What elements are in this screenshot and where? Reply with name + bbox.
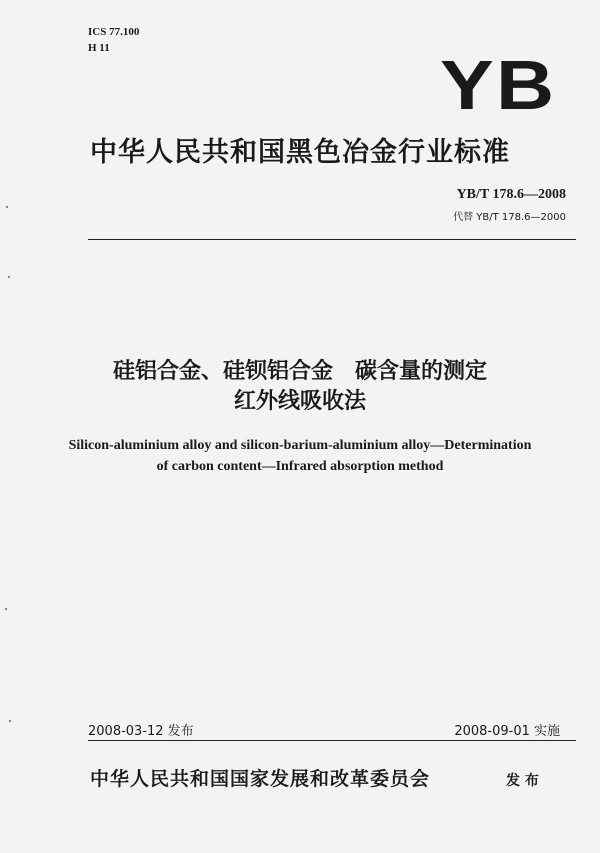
scan-speck [9,720,11,722]
footer-divider [88,740,576,741]
scan-speck [6,206,8,208]
implementation-date: 2008-09-01 实施 [454,724,560,739]
title-zh-line1: 硅铝合金、硅钡铝合金 碳含量的测定 [112,359,487,384]
replaces-standard: 代替 YB/T 178.6—2000 [453,212,566,223]
standard-number: YB/T 178.6—2008 [456,187,566,202]
header-divider [88,239,576,240]
ccs-code: H 11 [88,42,110,54]
organization-title: 中华人民共和国黑色冶金行业标准 [90,137,510,168]
issue-date: 2008-03-12 发布 [88,724,194,739]
issue-label: 发 布 [506,773,539,789]
scan-speck [5,608,7,610]
yb-logo: YB [440,46,557,124]
title-zh-line2: 红外线吸收法 [233,389,366,414]
issuing-authority: 中华人民共和国国家发展和改革委员会 [90,768,431,790]
title-en-line2: of carbon content—Infrared absorption method [156,459,444,474]
ics-code: ICS 77.100 [88,26,140,38]
scan-speck [8,276,10,278]
title-en-line1: Silicon-aluminium alloy and silicon-barium-aluminium alloy—Determination [68,438,532,453]
